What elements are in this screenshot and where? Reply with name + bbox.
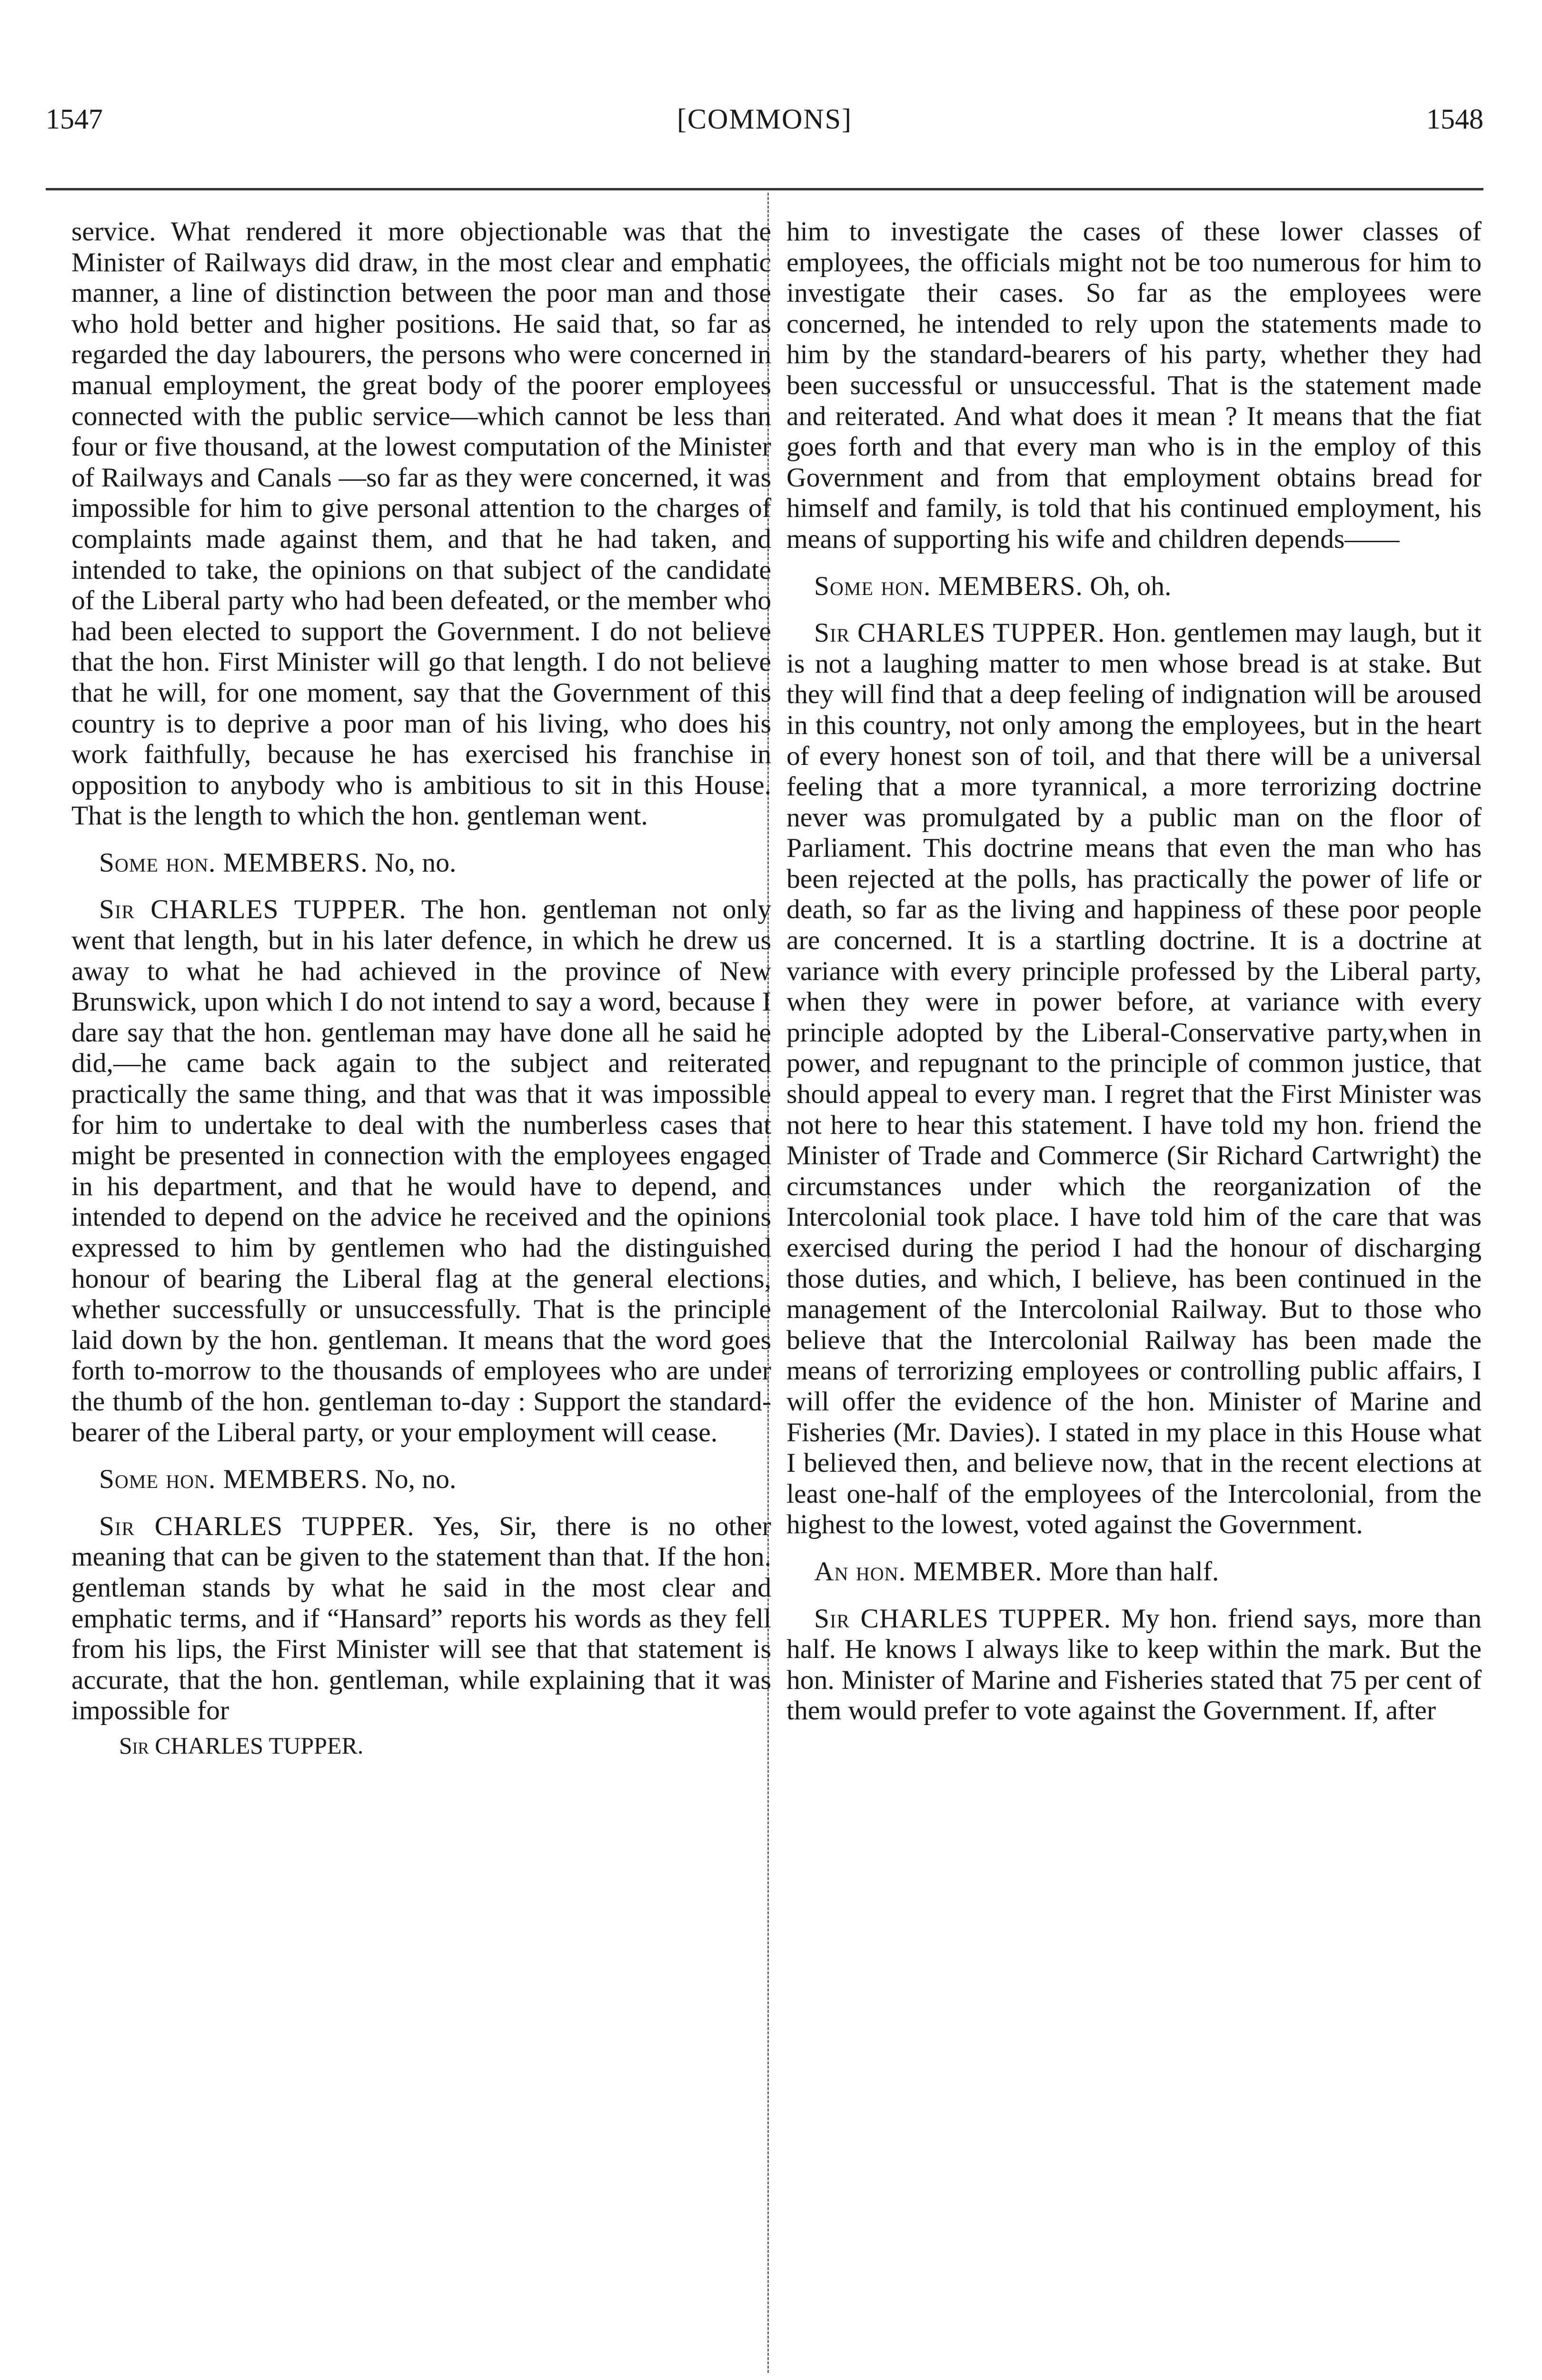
speaker-name: Sir CHARLES TUPPER. [99, 1511, 415, 1541]
left-paragraph-3 [71, 894, 771, 1448]
speaker-name: Sir CHARLES TUPPER. [814, 1603, 1112, 1634]
speech-text: Yes, Sir, there is no other meaning that can be given to the statement than that. If the hon. gentleman stands by what he said in the most clear and emphatic terms, and if “Hansard” reports his words as they fell from his lips, the First Minister will see that that statement is accurate, that the hon. gentleman, while explaining that it was impossible for [71, 1511, 771, 1726]
right-column [786, 217, 1482, 1726]
catchword-signature: Sir CHARLES TUPPER. [119, 1732, 364, 1759]
running-head: [COMMONS] [676, 103, 853, 135]
left-paragraph-1: service. What rendered it more objectionable was that the Minister of Railways did draw, in the most clear and emphatic manner, a line of distinction between the poor man and those who hold better and higher positions. He said that, so far as regarded the day labourers, the persons who were concerned in manual employment, the great body of the poorer employees connected with the public service—which cannot be less than four or five thousand, at the lowest computation of the Minister of Railways and Canals —so far as they were concerned, it was impossible for him to give personal attention to the charges of complaints made against them, and that he had taken, and intended to take, the opinions on that subject of the candidate of the Liberal party who had been defeated, or the member who had been elected to support the Government. I do not believe that the hon. First Minister will go that length. I do not believe that he will, for one moment, say that the Government of this country is to deprive a poor man of his living, who does his work faithfully, because he has exercised his franchise in opposition to anybody who is ambitious to sit in this House. That is the length to which the hon. gentleman went. [71, 217, 771, 831]
right-paragraph-1: him to investigate the cases of these lower classes of employees, the officials might not be too numerous for him to investigate their cases. So far as the employees were concerned, he intended to rely upon the statements made to him by the standard-bearers of his party, whether they had been successful or unsuccessful. That is the statement made and reiterated. And what does it mean ? It means that the fiat goes forth and that every man who is in the employ of this Government and from that employment obtains bread for himself and family, is told that his continued employment, his means of supporting his wife and children depends—— [786, 217, 1482, 554]
speaker-name: Sir CHARLES TUPPER. [99, 894, 407, 925]
speaker-name: Some hon. MEMBERS. [99, 1464, 368, 1495]
left-interjection-1 [71, 848, 771, 879]
speech-text: The hon. gentleman not only went that length, but in his later defence, in which he drew us away to what he had achieved in the province of New Brunswick, upon which I do not intend to say a word, because I dare say that the hon. gentleman may have done all he said he did,—he came back again to the subject and reiterated practically the same thing, and that was that it was impossible for him to undertake to deal with the numberless cases that might be presented in connection with the employees engaged in his department, and that he would have to depend, and intended to depend on the advice he received and the opinions expressed to him by gentlemen who had the distinguished honour of bearing the Liberal flag at the general elections, whether successfully or unsuccessfully. That is the principle laid down by the hon. gentleman. It means that the word goes forth to-morrow to the thousands of employees who are under the thumb of the hon. gentleman to-day : Support the standard-bearer of the Liberal party, or your employment will cease. [71, 894, 771, 1448]
speech-text: No, no. [368, 847, 457, 878]
speech-text: No, no. [368, 1464, 457, 1495]
page-header [46, 98, 1483, 140]
speaker-name: Some hon. MEMBERS. [99, 847, 368, 878]
speech-text: More than half. [1042, 1556, 1219, 1587]
left-page-number: 1547 [46, 103, 103, 135]
right-interjection-1 [786, 571, 1482, 602]
speaker-name: Some hon. MEMBERS. [814, 571, 1083, 601]
speaker-name: Sir CHARLES TUPPER. [814, 618, 1105, 648]
speech-text: Hon. gentlemen may laugh, but it is not a laughing matter to men whose bread is at stake. But they will find that a deep feeling of indignation will be aroused in this country, not only among the employees, but in the heart of every honest son of toil, and that there will be a universal feeling that a more tyrannical, a more terrorizing doctrine never was promulgated by a public man on the floor of Parliament. This doctrine means that even the man who has been rejected at the polls, has practically the power of life or death, so far as the living and happiness of these poor people are concerned. It is a startling doctrine. It is a doctrine at variance with every principle professed by the Liberal party, when they were in power before, at variance with every principle adopted by the Liberal-Conservative party,when in power, and repugnant to the principle of common justice, that should appeal to every man. I regret that the First Minister was not here to hear this statement. I have told my hon. friend the Minister of Trade and Commerce (Sir Richard Cartwright) the circumstances under which the reorganization of the Intercolonial took place. I have told him of the care that was exercised during the period I had the honour of discharging those duties, and which, I believe, has been continued in the management of the Intercolonial Railway. But to those who believe that the Intercolonial Railway has been made the means of terrorizing employees or controlling public affairs, I will offer the evidence of the hon. Minister of Marine and Fisheries (Mr. Davies). I stated in my place in this House what I believed then, and believe now, that in the recent elections at least one-half of the employees of the Intercolonial, from the highest to the lowest, voted against the Government. [786, 618, 1482, 1540]
right-page-number: 1548 [1426, 103, 1483, 135]
speech-text: My hon. friend says, more than half. He knows I always like to keep within the mark. But the hon. Minister of Marine and Fisheries stated that 75 per cent of them would prefer to vote against the Government. If, after [786, 1603, 1482, 1726]
left-interjection-2 [71, 1464, 771, 1495]
left-paragraph-5 [71, 1511, 771, 1726]
speech-text: Oh, oh. [1083, 571, 1172, 601]
right-paragraph-3 [786, 618, 1482, 1540]
right-paragraph-5 [786, 1604, 1482, 1726]
right-interjection-2 [786, 1557, 1482, 1587]
header-rule [46, 188, 1483, 190]
speaker-name: An hon. MEMBER. [814, 1556, 1043, 1587]
left-column [71, 217, 771, 1761]
